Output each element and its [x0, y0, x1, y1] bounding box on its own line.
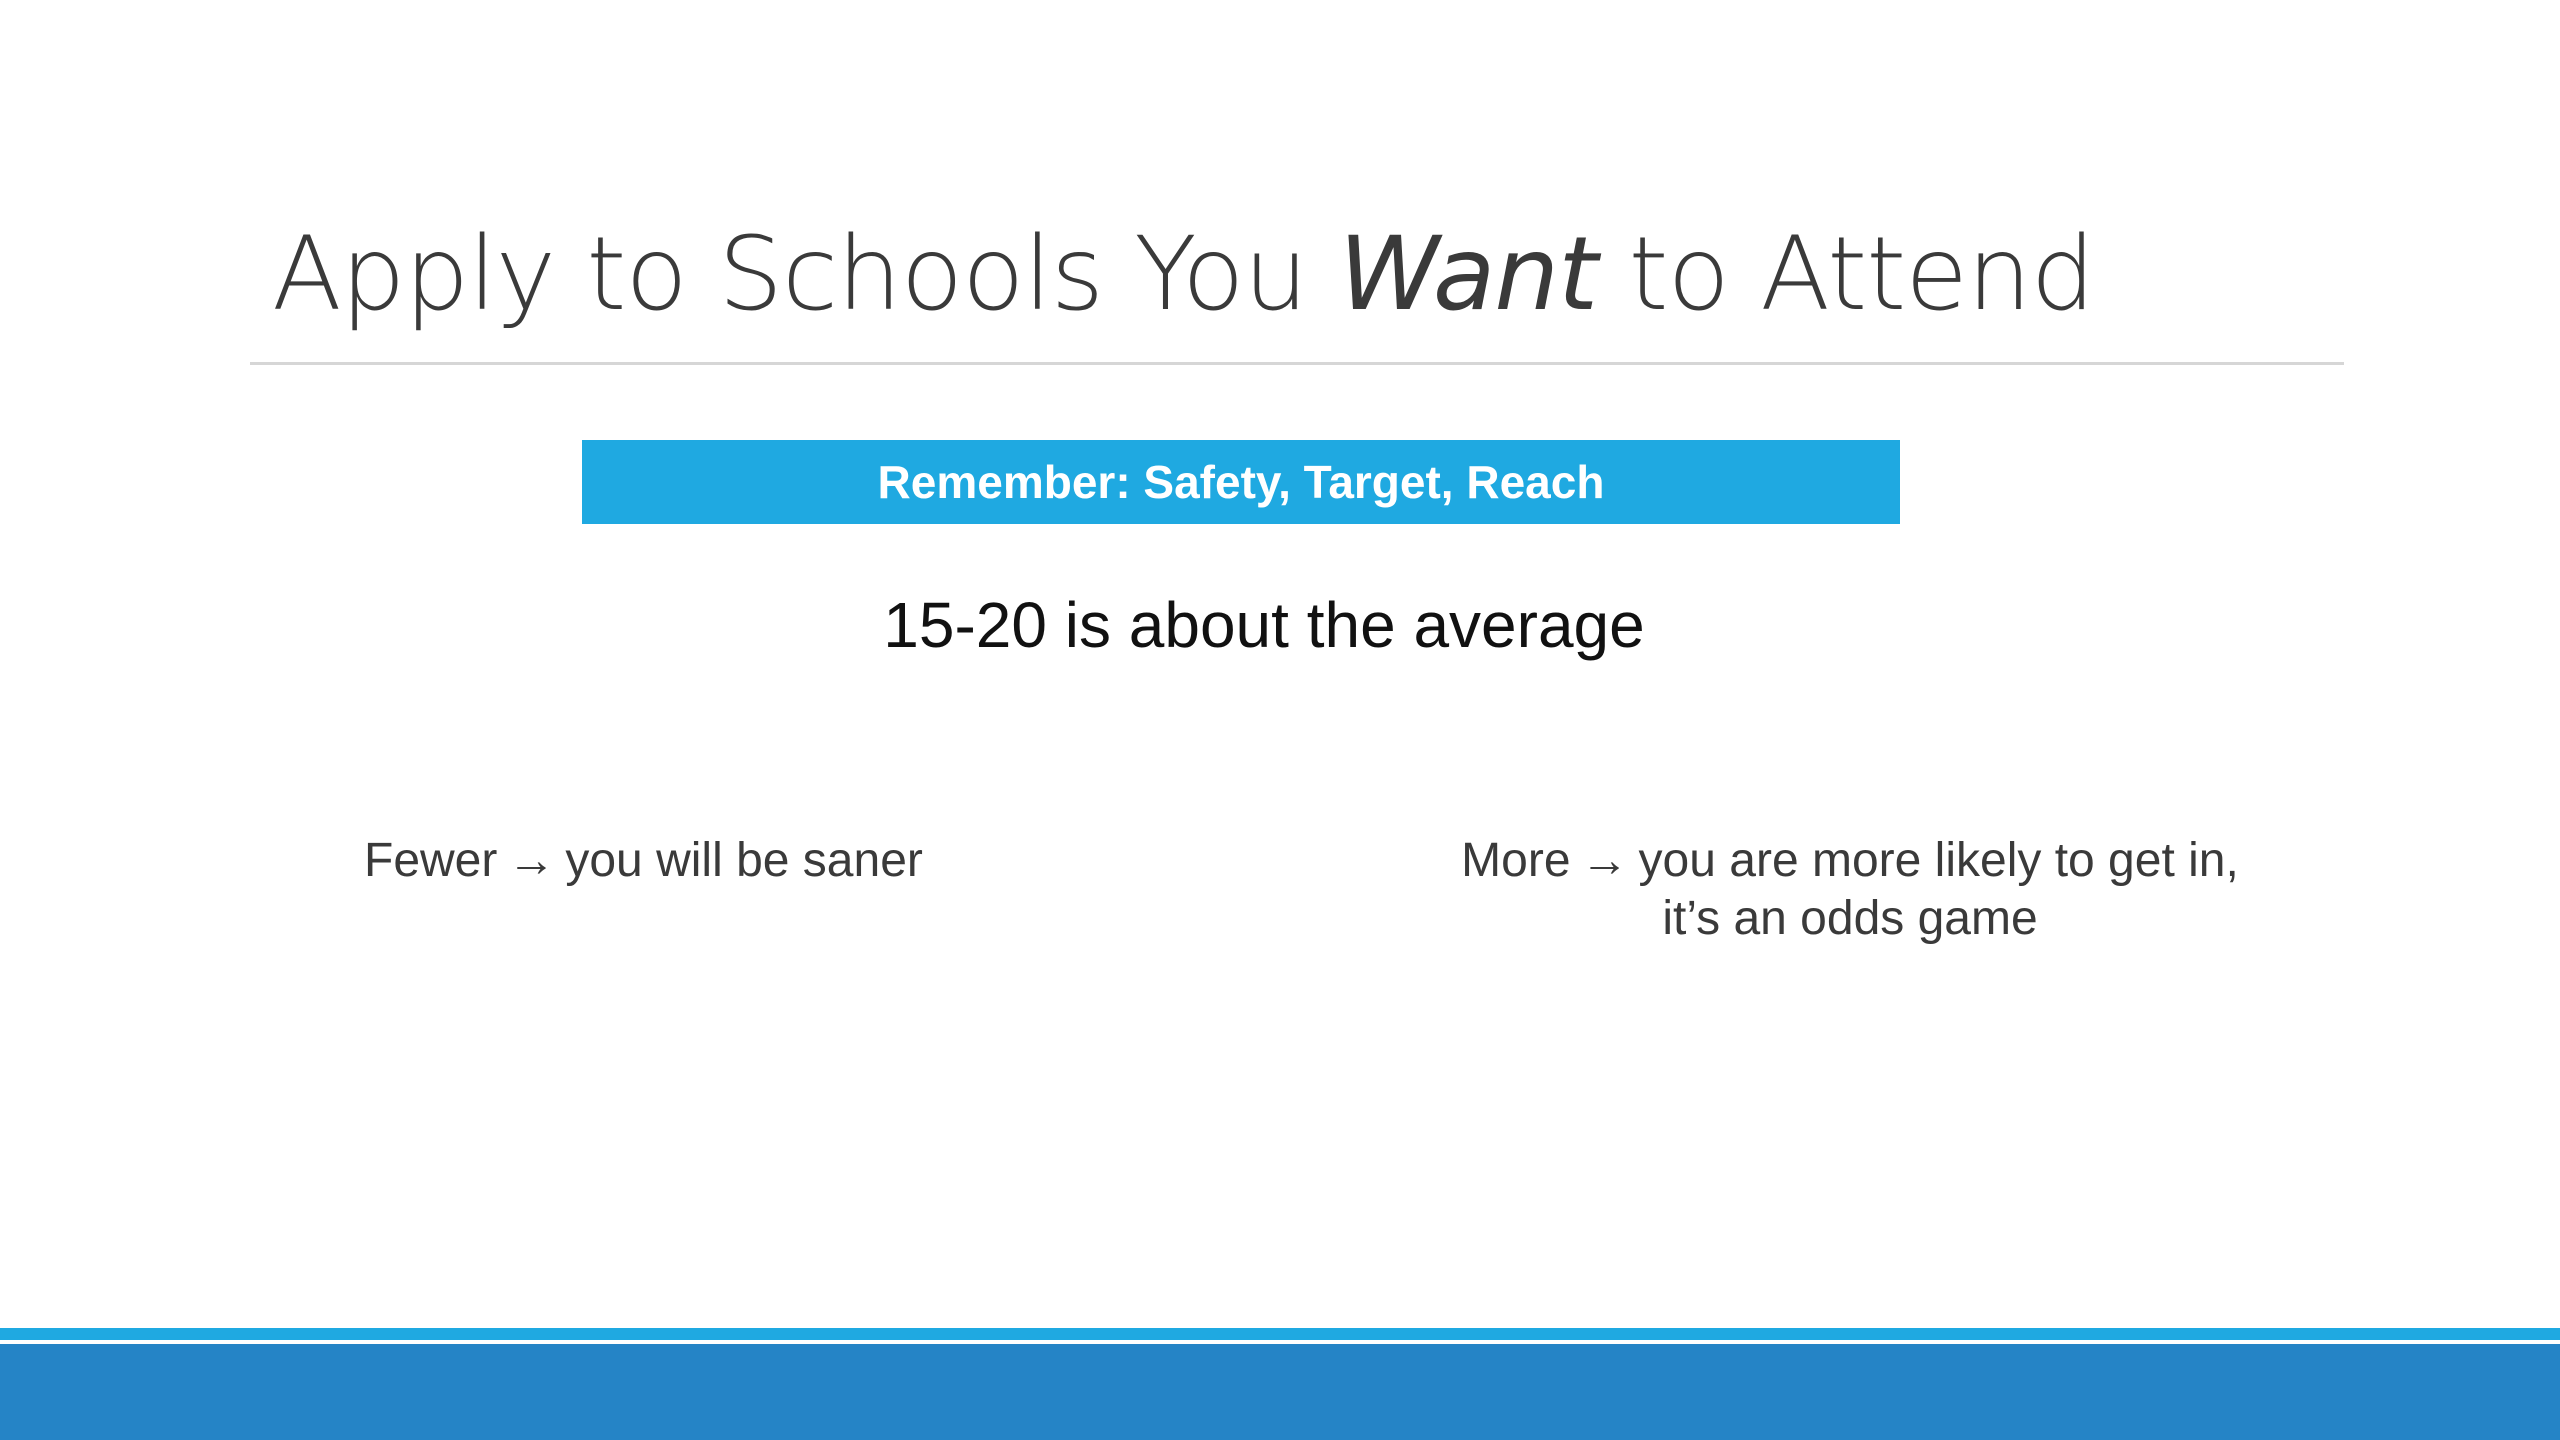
arrow-right-icon: → [1580, 834, 1629, 887]
more-text-line-2: it’s an odds game [1662, 892, 2038, 945]
more-point [1300, 832, 2400, 948]
title-part-2: to Attend [1597, 215, 2095, 334]
arrow-right-icon: → [507, 834, 556, 887]
more-line-1 [1300, 832, 2400, 890]
banner-text: Remember: Safety, Target, Reach [877, 456, 1605, 508]
fewer-text: you will be saner [565, 834, 923, 887]
slide-title [272, 205, 2272, 345]
footer-bar [0, 1344, 2560, 1440]
fewer-label: Fewer [364, 834, 498, 887]
more-text-line-1: you are more likely to get in, [1638, 834, 2239, 887]
fewer-point [364, 832, 1164, 890]
footer-accent-stripe [0, 1328, 2560, 1340]
average-statement: 15-20 is about the average [883, 589, 1645, 661]
title-emphasis: Want [1338, 215, 1598, 334]
more-label: More [1461, 834, 1571, 887]
title-divider [250, 362, 2344, 365]
title-part-1: Apply to Schools You [272, 215, 1339, 334]
reminder-banner [582, 440, 1900, 524]
